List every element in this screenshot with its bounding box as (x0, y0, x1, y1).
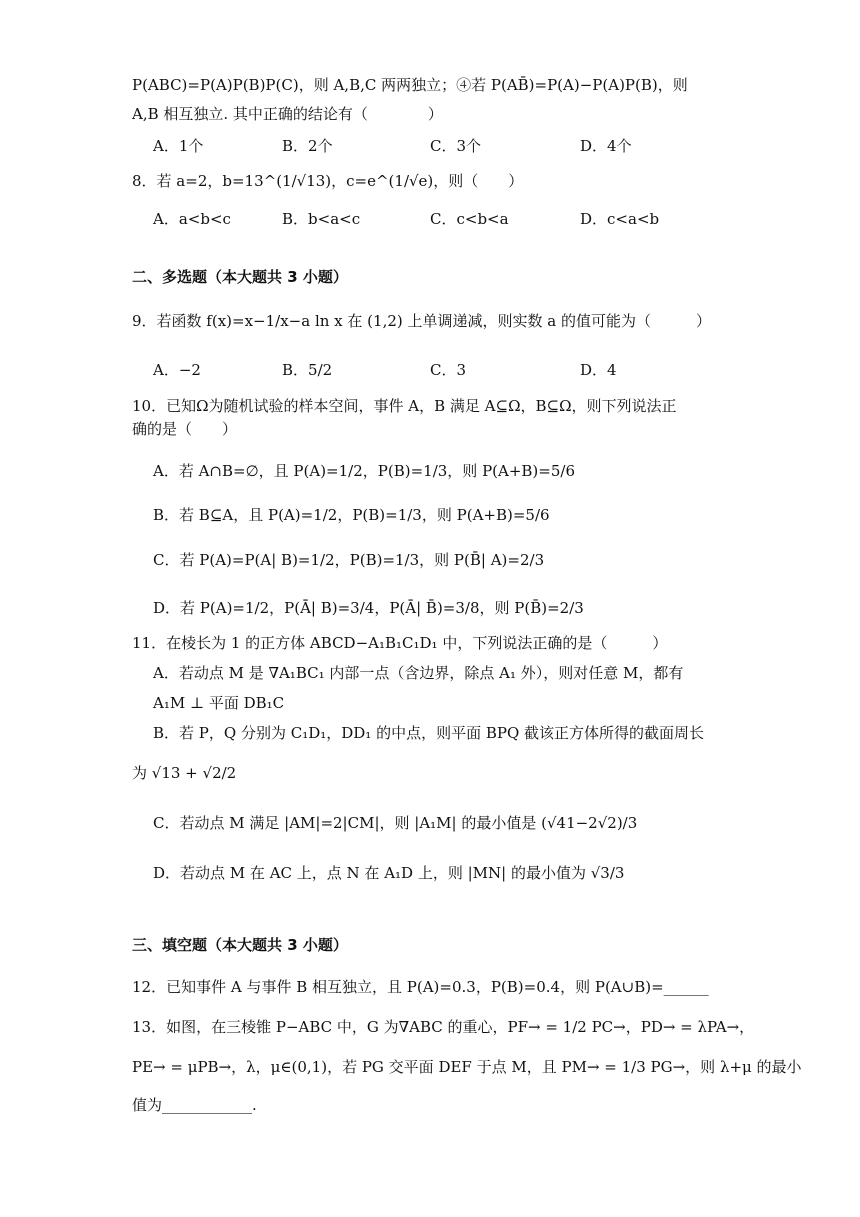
q8-option-c: C．c<b<a (430, 210, 509, 228)
section-2-title: 二、多选题（本大题共 3 小题） (132, 268, 348, 286)
q11-stem: 11．在棱长为 1 的正方体 ABCD−A₁B₁C₁D₁ 中，下列说法正确的是（ ） (132, 634, 668, 652)
q13-line1: 13．如图，在三棱锥 P−ABC 中，G 为∇ABC 的重心，PF→ = 1/2 PC→，PD→ = λPA→， (132, 1018, 755, 1036)
q10-line1: 10．已知Ω为随机试验的样本空间，事件 A，B 满足 A⊆Ω，B⊆Ω，则下列说法正 (132, 397, 677, 415)
q10-option-a: A．若 A∩B=∅，且 P(A)=1/2，P(B)=1/3，则 P(A+B)=5/6 (153, 462, 575, 480)
q9-option-d: D．4 (580, 361, 617, 379)
q9-stem: 9．若函数 f(x)=x−1/x−a ln x 在 (1,2) 上单调递减，则实数 a 的值可能为（ ） (132, 312, 711, 330)
q9-option-c: C．3 (430, 361, 467, 379)
q10-option-b: B．若 B⊆A，且 P(A)=1/2，P(B)=1/3，则 P(A+B)=5/6 (153, 506, 550, 524)
q11-option-b-line1: B．若 P，Q 分别为 C₁D₁，DD₁ 的中点，则平面 BPQ 截该正方体所得的截面周长 (153, 724, 705, 742)
q7-option-b: B．2个 (282, 137, 333, 155)
q7-option-c: C．3个 (430, 137, 482, 155)
q9-option-a: A．−2 (153, 361, 201, 379)
q7-line1: P(ABC)=P(A)P(B)P(C)，则 A,B,C 两两独立；④若 P(AB̄)=P(A)−P(A)P(B)，则 (132, 76, 688, 94)
q9-option-b: B．5/2 (282, 361, 333, 379)
q8-option-d: D．c<a<b (580, 210, 660, 228)
q11-option-a-line1: A．若动点 M 是 ∇A₁BC₁ 内部一点（含边界，除点 A₁ 外），则对任意 M，都有 (153, 664, 684, 682)
q11-option-c: C．若动点 M 满足 |AM|=2|CM|，则 |A₁M| 的最小值是 (√41−2√2)/3 (153, 814, 638, 832)
q10-option-d: D．若 P(A)=1/2，P(Ā| B)=3/4，P(Ā| B̄)=3/8，则 P(B̄)=2/3 (153, 599, 584, 617)
q10-option-c: C．若 P(A)=P(A| B)=1/2，P(B)=1/3，则 P(B̄| A)=2/3 (153, 551, 545, 569)
q7-option-d: D．4个 (580, 137, 632, 155)
q8-option-a: A．a<b<c (153, 210, 231, 228)
section-3-title: 三、填空题（本大题共 3 小题） (132, 936, 348, 954)
q12-stem: 12．已知事件 A 与事件 B 相互独立，且 P(A)=0.3，P(B)=0.4，则 P(A∪B)=______ (132, 978, 709, 996)
q13-line2: PE→ = μPB→，λ，μ∈(0,1)，若 PG 交平面 DEF 于点 M，且 PM→ = 1/3 PG→，则 λ+μ 的最小 (132, 1058, 802, 1076)
q11-option-a-line2: A₁M ⊥ 平面 DB₁C (153, 694, 285, 712)
q11-option-b-line2: 为 √13 + √2/2 (132, 764, 237, 782)
q8-stem: 8．若 a=2，b=13^(1/√13)，c=e^(1/√e)，则（ ） (132, 172, 524, 190)
q8-option-b: B．b<a<c (282, 210, 361, 228)
q7-option-a: A．1个 (153, 137, 204, 155)
q13-line3: 值为____________. (132, 1096, 257, 1114)
q11-option-d: D．若动点 M 在 AC 上，点 N 在 A₁D 上，则 |MN| 的最小值为 √3/3 (153, 864, 625, 882)
q7-line2: A,B 相互独立. 其中正确的结论有（ ） (132, 105, 443, 123)
q10-line2: 确的是（ ） (132, 420, 238, 438)
